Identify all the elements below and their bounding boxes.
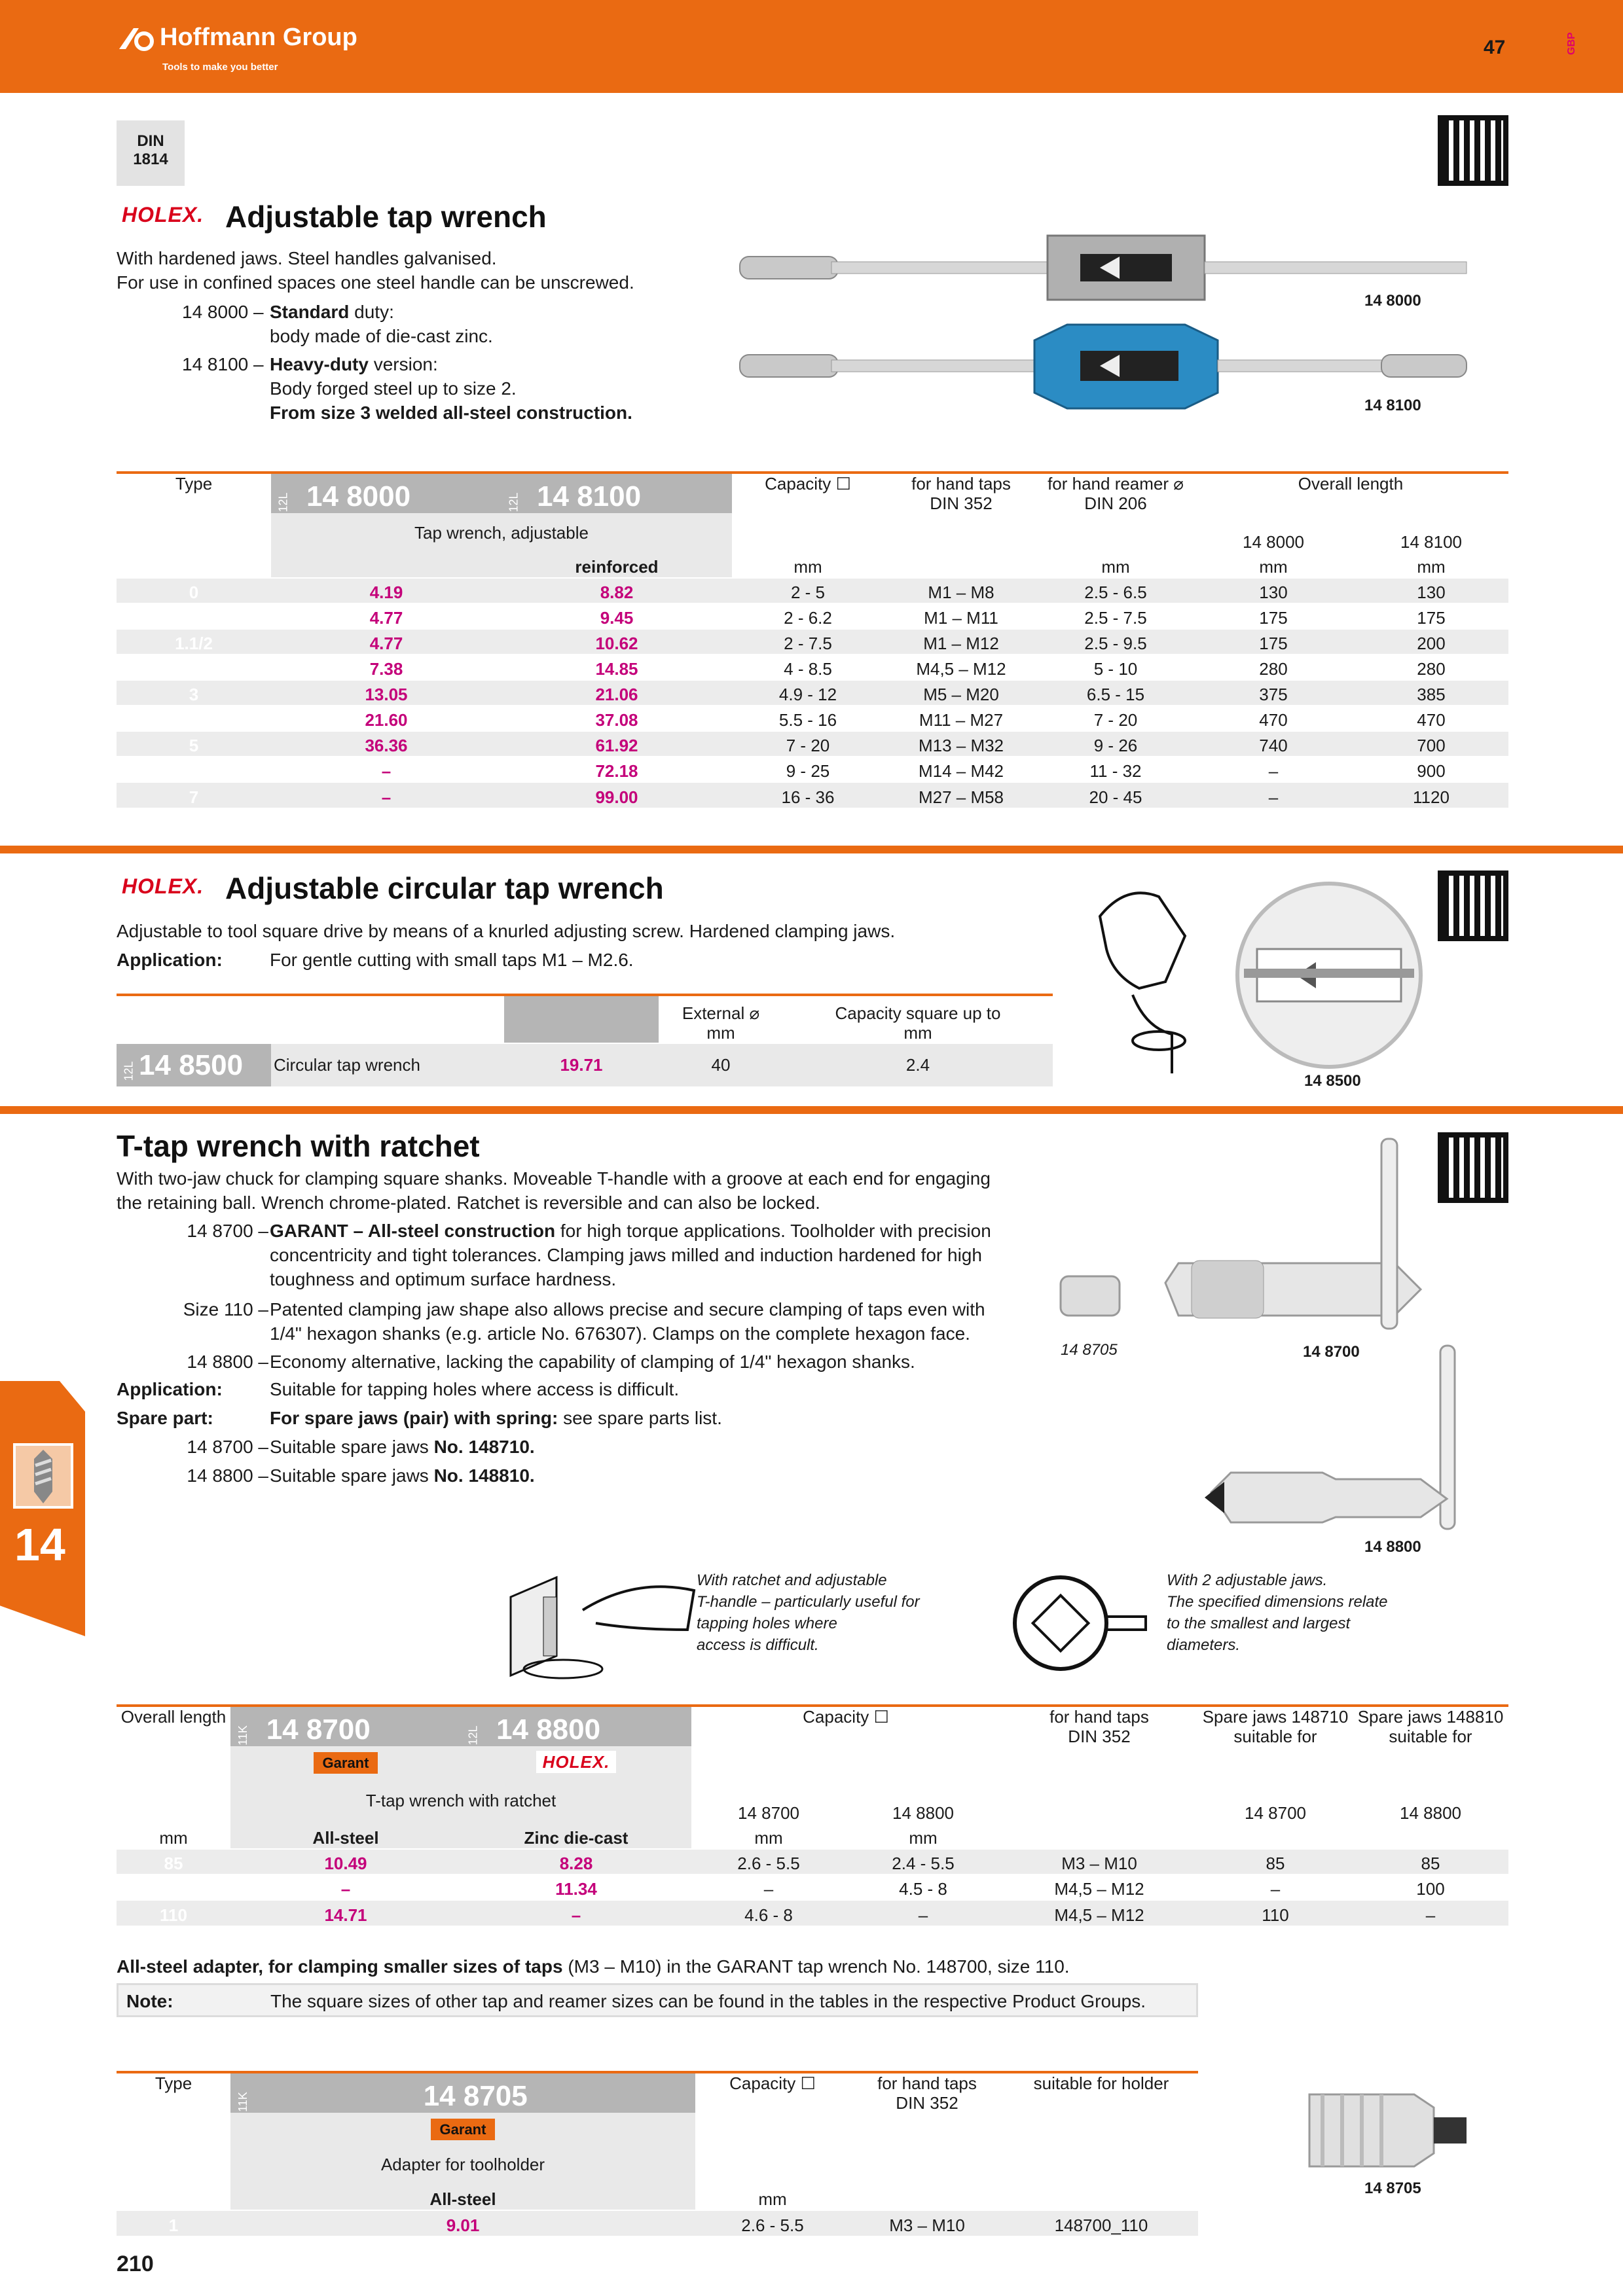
- item-148100-code: 14 8100 –: [182, 354, 264, 374]
- header-capacity: Capacity ☐: [729, 2073, 816, 2093]
- material-zinc-die-cast: Zinc die-cast: [461, 1823, 691, 1849]
- table-row[interactable]: 5 36.36 61.92 7 - 20 M13 – M32 9 - 26 740 700: [117, 731, 1508, 757]
- t-tap-wrench-table: [117, 1704, 1508, 1926]
- table-row[interactable]: 3 13.05 21.06 4.9 - 12 M5 – M20 6.5 - 15 375 385: [117, 680, 1508, 706]
- hoffmann-logo-icon: [117, 26, 156, 52]
- header-overall-length: Overall length: [1298, 474, 1404, 493]
- brand-tagline: Tools to make you better: [162, 62, 278, 73]
- brand-logo[interactable]: [117, 24, 357, 52]
- application-label: Application:: [117, 1379, 223, 1399]
- table-row[interactable]: 1 9.01 2.6 - 5.5 M3 – M10 148700_110: [117, 2210, 1198, 2236]
- caption-jaws: With 2 adjustable jaws. The specified dimensions relate to the smallest and largest diameters.: [1167, 1571, 1388, 1654]
- sub-length-148100: 14 8100: [1400, 532, 1462, 552]
- caption-ratchet: With ratchet and adjustable T-handle – particularly useful for tapping holes where access is difficult.: [697, 1571, 920, 1654]
- qr-code-icon[interactable]: [1438, 115, 1508, 186]
- item-148800-code: 14 8800 –: [187, 1352, 268, 1372]
- size-110-code: Size 110 –: [183, 1299, 268, 1319]
- holex-logo: HOLEX.: [122, 203, 204, 226]
- code-148500: 14 8500: [139, 1049, 244, 1081]
- label-148500: 14 8500: [1304, 1072, 1361, 1090]
- subheader-reinforced: reinforced: [501, 552, 732, 578]
- capacity-value: 2.4: [783, 1043, 1053, 1086]
- sub-length-148000: 14 8000: [1243, 532, 1304, 552]
- header-spare-148810: Spare jaws 148810 suitable for: [1357, 1707, 1504, 1746]
- table-row[interactable]: 7 – 99.00 16 - 36 M27 – M58 20 - 45 – 1120: [117, 782, 1508, 808]
- header-overall-length: Overall length: [120, 1707, 227, 1727]
- adapter-148705-image: [1303, 2081, 1473, 2179]
- language-code: GBP: [1566, 32, 1577, 55]
- table-row[interactable]: 6 – 72.18 9 - 25 M14 – M42 11 - 32 – 900: [117, 757, 1508, 782]
- unit-length: mm: [159, 1828, 188, 1848]
- header-hand-taps: for hand taps DIN 352: [1049, 1707, 1149, 1746]
- unit-length1: mm: [1259, 557, 1288, 577]
- unit-c1: mm: [754, 1828, 783, 1848]
- section-title-t-tap-wrench: T-tap wrench with ratchet: [117, 1129, 480, 1163]
- subheader-tap-wrench-adjustable: Tap wrench, adjustable: [271, 513, 732, 552]
- unit-capacity: mm: [793, 557, 822, 577]
- item-148100-text: Heavy-duty version: Body forged steel up to size 2. From size 3 welded all-steel construction.: [270, 354, 632, 423]
- section-title-circular-tap-wrench: Adjustable circular tap wrench: [225, 871, 664, 905]
- subheader-adapter: Adapter for toolholder: [230, 2144, 695, 2185]
- application-text: Suitable for tapping holes where access is difficult.: [270, 1379, 680, 1399]
- code-148700-header[interactable]: 11K 14 8700: [230, 1706, 461, 1746]
- table-row[interactable]: 1.1/2 4.77 10.62 2 - 7.5 M1 – M12 2.5 - 9.5 175 200: [117, 629, 1508, 655]
- header-hand-reamer: for hand reamer ⌀ DIN 206: [1048, 474, 1184, 513]
- unit-capacity: mm: [758, 2189, 787, 2209]
- item-codes: 14 8700 –: [187, 1221, 268, 1241]
- t-tap-wrench-148800-image: [1205, 1342, 1480, 1532]
- table-row[interactable]: 0 4.19 8.82 2 - 5 M1 – M8 2.5 - 6.5 130 130: [117, 578, 1508, 603]
- section3-description: With two-jaw chuck for clamping square shanks. Moveable T-handle with a groove at each end for engaging the retaining ball. Wrench chrome-plated. Ratchet is reversible and can also be locked.: [117, 1168, 991, 1213]
- sub-capacity-148700: 14 8700: [738, 1803, 799, 1823]
- code-148800-header[interactable]: 12L 14 8800: [461, 1706, 691, 1746]
- spare-part-text: For spare jaws (pair) with spring: see spare parts list.: [270, 1408, 722, 1428]
- label-148705: 14 8705: [1061, 1341, 1118, 1359]
- label-148000: 14 8000: [1364, 292, 1421, 310]
- code-148000-header[interactable]: 12L 14 8000: [271, 473, 501, 513]
- circular-tap-wrench-table: [117, 994, 1053, 1086]
- header-external: External ⌀ mm: [682, 1003, 760, 1043]
- header-capacity-square: Capacity square up to mm: [835, 1003, 1001, 1043]
- drill-icon: [13, 1443, 73, 1509]
- brand-name: Hoffmann Group: [160, 24, 357, 51]
- header-type: Type: [175, 474, 213, 493]
- header-hand-taps: for hand taps DIN 352: [877, 2073, 977, 2113]
- subheader-t-tap-wrench: T-tap wrench with ratchet: [230, 1778, 691, 1823]
- section-divider: [0, 1106, 1623, 1114]
- unit-length2: mm: [1417, 557, 1446, 577]
- table-row[interactable]: 1 4.77 9.45 2 - 6.2 M1 – M11 2.5 - 7.5 175 175: [117, 603, 1508, 629]
- chapter-number: 14: [14, 1519, 65, 1570]
- table-row[interactable]: 100 – 11.34 – 4.5 - 8 M4,5 – M12 – 100: [117, 1874, 1508, 1900]
- label-148700: 14 8700: [1303, 1343, 1360, 1361]
- price: 19.71: [504, 1043, 659, 1086]
- spare-148800-text: Suitable spare jaws No. 148810.: [270, 1465, 535, 1486]
- section-divider: [0, 846, 1623, 853]
- size-110-text: Patented clamping jaw shape also allows precise and secure clamping of taps even with 1/4" hexagon shanks (e.g. article No. 676307). Clamps on the complete hexagon face.: [270, 1299, 985, 1344]
- garant-logo: Garant: [431, 2119, 496, 2140]
- note-label: Note:: [126, 1991, 173, 2011]
- page-number-bottom: 210: [117, 2251, 154, 2276]
- header-type: Type: [155, 2073, 192, 2093]
- chuck-jaws-illustration: [995, 1571, 1152, 1676]
- table-row[interactable]: 110 14.71 – 4.6 - 8 – M4,5 – M12 110 –: [117, 1900, 1508, 1926]
- label-148800: 14 8800: [1364, 1538, 1421, 1556]
- spare-148800-code: 14 8800 –: [187, 1465, 268, 1486]
- din-badge: DIN 1814: [117, 120, 185, 186]
- label-148100: 14 8100: [1364, 397, 1421, 414]
- adapter-table: [117, 2071, 1198, 2236]
- material-all-steel: All-steel: [230, 1823, 461, 1849]
- code-148100-header[interactable]: 12L 14 8100: [501, 473, 732, 513]
- sub-capacity-148800: 14 8800: [892, 1803, 954, 1823]
- table-row[interactable]: 85 10.49 8.28 2.6 - 5.5 2.4 - 5.5 M3 – M10 85 85: [117, 1849, 1508, 1874]
- item-148000-text: Standard duty: body made of die-cast zinc.: [270, 302, 493, 346]
- item-148800-text: Economy alternative, lacking the capability of clamping of 1/4" hexagon shanks.: [270, 1352, 915, 1372]
- header-capacity: Capacity ☐: [765, 474, 851, 493]
- table-row[interactable]: 4 21.60 37.08 5.5 - 16 M11 – M27 7 - 20 470 470: [117, 706, 1508, 731]
- table-row[interactable]: 2 7.38 14.85 4 - 8.5 M4,5 – M12 5 - 10 280 280: [117, 655, 1508, 680]
- note-text: The square sizes of other tap and reamer sizes can be found in the tables in the respective Product Groups.: [270, 1991, 1146, 2011]
- tap-wrench-148100-image: [733, 321, 1473, 419]
- application-text: For gentle cutting with small taps M1 – M2.6.: [270, 950, 634, 970]
- tap-wrench-148000-image: [733, 223, 1473, 314]
- spare-148700-code: 14 8700 –: [187, 1437, 268, 1457]
- material-all-steel: All-steel: [230, 2185, 695, 2210]
- item-148700-text: GARANT – All-steel construction for high torque applications. Toolholder with precision concentricity and tight tolerances. Clamping jaws milled and induction hardened for high toughness and optimum surface hardness.: [270, 1221, 991, 1289]
- t-tap-wrench-148700-image: [1054, 1132, 1473, 1342]
- unit-reamer: mm: [1101, 557, 1130, 577]
- item-148000-desc: 14 8000 –: [182, 302, 264, 322]
- section1-description: With hardened jaws. Steel handles galvanised. For use in confined spaces one steel handle can be unscrewed.: [117, 248, 634, 293]
- sub-spare-148800: 14 8800: [1400, 1803, 1461, 1823]
- circular-tap-wrench-illustration: [1087, 877, 1427, 1086]
- spare-part-label: Spare part:: [117, 1408, 213, 1428]
- garant-logo: Garant: [314, 1752, 378, 1774]
- header-spare-148710: Spare jaws 148710 suitable for: [1202, 1707, 1349, 1746]
- spare-148700-text: Suitable spare jaws No. 148710.: [270, 1437, 535, 1457]
- header-suitable-holder: suitable for holder: [1033, 2073, 1169, 2093]
- unit-c2: mm: [909, 1828, 938, 1848]
- note-box: [117, 1983, 1198, 2017]
- application-label: Application:: [117, 950, 223, 970]
- header-capacity: Capacity ☐: [803, 1707, 889, 1727]
- header-hand-taps: for hand taps DIN 352: [911, 474, 1011, 513]
- holex-logo: HOLEX.: [536, 1751, 617, 1773]
- tapping-illustration: [504, 1571, 701, 1689]
- table-row[interactable]: 12L 14 8500 Circular tap wrench 19.71 40 2.4: [117, 1043, 1053, 1086]
- code-148705-header[interactable]: 11K 14 8705: [230, 2072, 695, 2113]
- qr-code-icon[interactable]: [1438, 870, 1508, 941]
- label-148705: 14 8705: [1364, 2179, 1421, 2197]
- tap-wrench-table: [117, 471, 1508, 808]
- section2-description: Adjustable to tool square drive by means of a knurled adjusting screw. Hardened clamping jaws.: [117, 921, 896, 941]
- section-title-tap-wrench: Adjustable tap wrench: [225, 200, 547, 234]
- product-name: Circular tap wrench: [271, 1043, 504, 1086]
- external-value: 40: [659, 1043, 783, 1086]
- adapter-note: All-steel adapter, for clamping smaller sizes of taps (M3 – M10) in the GARANT tap wrench No. 148700, size 110.: [117, 1956, 1070, 1977]
- sub-spare-148700: 14 8700: [1245, 1803, 1306, 1823]
- holex-logo: HOLEX.: [122, 874, 204, 898]
- page-number-top: 47: [1484, 37, 1506, 58]
